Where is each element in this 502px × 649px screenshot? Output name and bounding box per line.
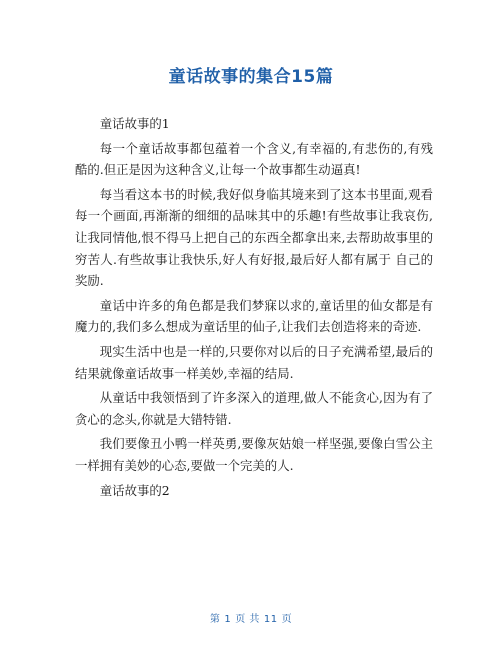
body-paragraph: 我们要像丑小鸭一样英勇,要像灰姑娘一样坚强,要像白雪公主一样拥有美妙的心态,要做一个完美的人. bbox=[75, 436, 433, 473]
section-heading: 童话故事的1 bbox=[99, 116, 170, 131]
page-footer bbox=[0, 610, 502, 625]
body-paragraph: 现实生活中也是一样的,只要你对以后的日子充满希望,最后的结果就像童话故事一样美妙,幸福的结局. bbox=[75, 343, 433, 381]
footer-middle: 页 共 bbox=[235, 614, 260, 625]
footer-suffix: 页 bbox=[281, 614, 293, 625]
body-paragraph: 从童话中我领悟到了许多深入的道理,做人不能贪心,因为有了贪心的念头,你就是大错特错. bbox=[75, 390, 433, 427]
body-paragraph: 每当看这本书的时候,我好似身临其境来到了这本书里面,观看每一个画面,再渐渐的细细的品味其中的乐趣!有些故事让我哀伤,让我同情他,恨不得马上把自己的东西全都拿出来,去帮助故事里的穷苦人.有些故事让我快乐,好人有好报,最后好人都有属于 自己的奖励. bbox=[75, 186, 433, 289]
body-paragraph: 童话中许多的角色都是我们梦寐以求的,童话里的仙女都是有魔力的,我们多么想成为童话里的仙子,让我们去创造将来的奇迹. bbox=[75, 297, 433, 335]
body-paragraph: 每一个童话故事都包蕴着一个含义,有幸福的,有悲伤的,有残酷的.但正是因为这种含义,让每一个故事都生动逼真! bbox=[75, 140, 433, 178]
section-heading: 童话故事的2 bbox=[99, 482, 170, 498]
document-body bbox=[75, 113, 433, 504]
footer-prefix: 第 bbox=[209, 614, 221, 625]
footer-page-number: 1 bbox=[224, 614, 232, 625]
document-title: 童话故事的集合15篇 bbox=[168, 67, 334, 87]
footer-total-pages: 11 bbox=[263, 614, 278, 625]
